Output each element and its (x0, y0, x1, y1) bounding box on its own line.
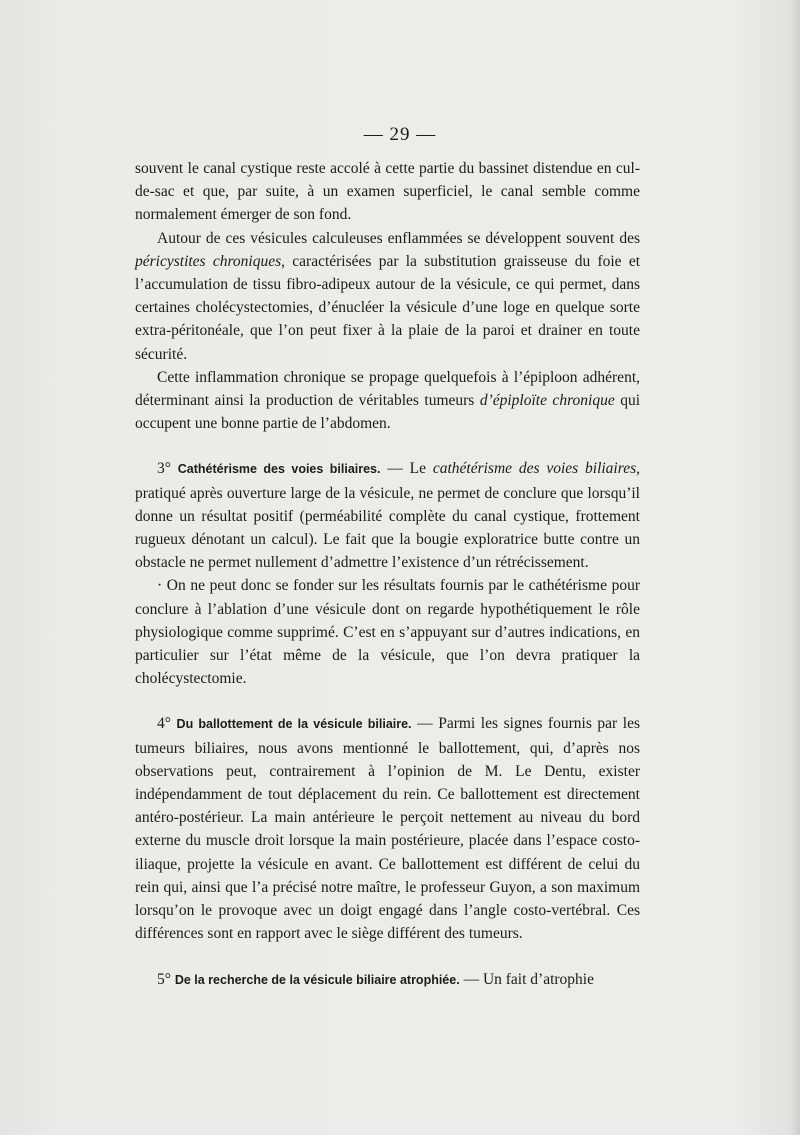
paragraph-italic-term: péricystites chroniques (135, 252, 282, 270)
paragraph-continuation (135, 157, 640, 227)
section-heading: Du ballottement de la vésicule biliaire. (176, 717, 412, 732)
section-dash: — (411, 715, 439, 733)
paragraph-text-before: Cette inflammation chronique se propage quelquefois à l’épiploon adhérent, déterminant ainsi la production de véritables tumeurs (135, 368, 640, 410)
paragraph-epiploite (135, 366, 640, 436)
paragraph-text-before: Autour de ces vésicules calculeuses enflammées se développent souvent des (157, 229, 640, 247)
section-number: 5° (157, 970, 171, 988)
section-italic-term: cathétérisme des voies biliaires (432, 460, 637, 478)
section-heading: De la recherche de la vésicule biliaire atrophiée. (174, 972, 460, 987)
section-text: Parmi les signes fournis par les tumeurs biliaires, nous avons mentionné le ballottement, qui, d’après nos observations peut, contrairement à l’opinion de M. Le Dentu, exister indépendamment de tout déplacement du rein. Ce ballottement est directement antéro-postérieur. La main antérieure le perçoit nettement au niveau du bord externe du muscle droit lorsque la main postérieure, placée dans l’espace costo-iliaque, projette la vésicule en avant. Ce ballottement est différent de celui du rein qui, ainsi que l’a précisé notre maître, le professeur Guyon, a son maximum lorsqu’on le provoque avec un doigt engagé dans l’angle costo-vertébral. Ces différences sont en rapport avec le siège différent des tumeurs. (135, 715, 641, 943)
document-body (135, 157, 640, 992)
section-dash: — (459, 970, 483, 988)
paragraph-pericystites (135, 227, 640, 366)
paragraph-text: · On ne peut donc se fonder sur les résultats fournis par le cathétérisme pour conclure à l’ablation d’une vésicule dont on regarde hypothétiquement le rôle physiologique comme supprimé. C’est en s’appuyant sur d’autres indications, en particulier sur l’état même de la vésicule, que l’on devra pratiquer la cholécystectomie. (135, 577, 640, 688)
section-5-atrophie (135, 968, 640, 992)
page-edge-shadow (790, 0, 800, 1135)
paragraph-ablation (135, 574, 640, 690)
section-text-after: , pratiqué après ouverture large de la vésicule, ne permet de conclure que lorsqu’il donne un résultat positif (perméabilité complète du canal cystique, frottement rugueux dénotant un calcul). Le fait que la bougie exploratrice butte contre un obstacle ne permet nullement d’admettre l’existence d’un rétrécissement. (135, 460, 640, 572)
section-text: Un fait d’atrophie (482, 970, 594, 988)
page-number: — 29 — (363, 124, 437, 145)
section-text-before: Le (409, 460, 433, 478)
paragraph-text-after: qui occupent une bonne partie de l’abdomen. (135, 392, 641, 433)
section-4-ballottement (135, 712, 640, 945)
section-heading: Cathétérisme des voies biliaires. (177, 462, 381, 477)
section-number: 3° (157, 460, 171, 478)
paragraph-text-after: , caractérisées par la substitution graisseuse du foie et l’accumulation de tissu fibro-adipeux autour de la vésicule, ce qui permet, dans certaines cholécystectomies, d’énucléer la vésicule d’une loge en quelque sorte extra-péritonéale, que l’on peut fixer à la plaie de la paroi et drainer en toute sécurité. (135, 252, 640, 363)
section-number: 4° (157, 715, 171, 733)
section-3-catheterisme (135, 457, 640, 574)
paragraph-italic-term: d’épiploïte chronique (479, 392, 615, 410)
paragraph-text: souvent le canal cystique reste accolé à cette partie du bassinet distendue en cul-de-sac et que, par suite, à un examen superficiel, le canal semble comme normalement émerger de son fond. (135, 160, 640, 224)
section-dash: — (380, 460, 410, 478)
